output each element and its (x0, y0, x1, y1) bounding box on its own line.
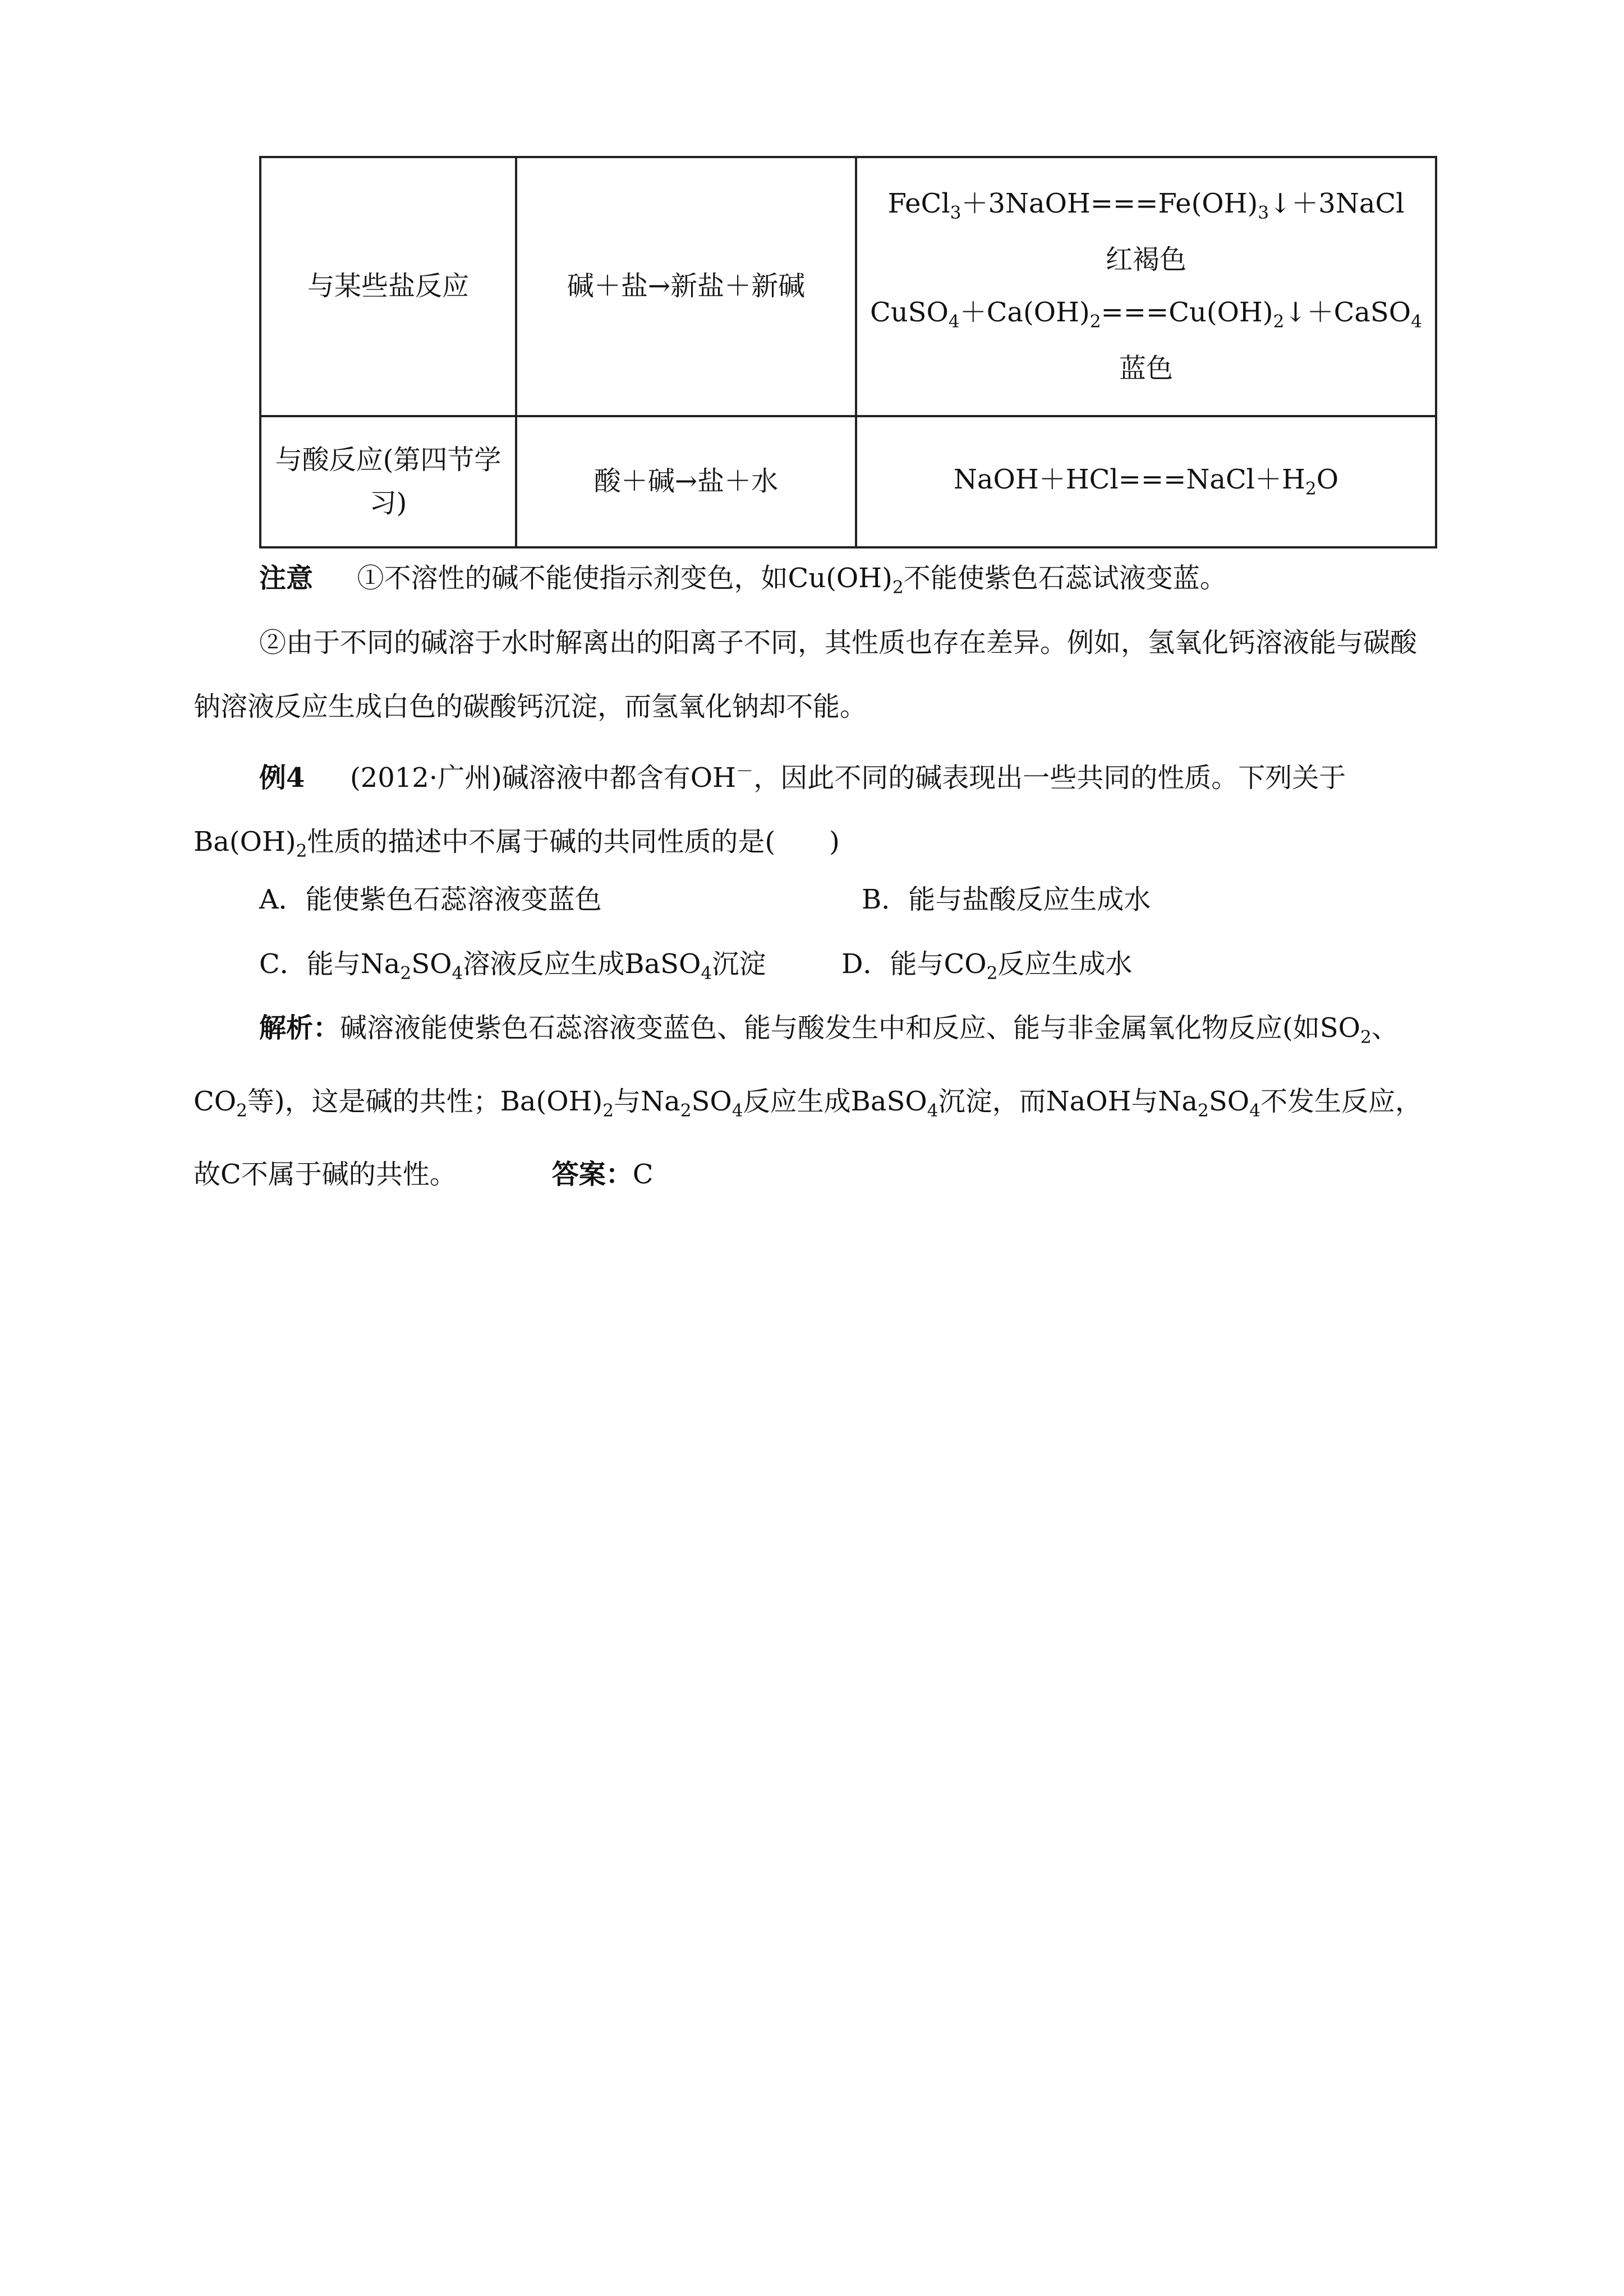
general-rule: 碱＋盐→新盐＋新碱 (567, 270, 806, 302)
analysis-text: 碱溶液能使紫色石蕊溶液变蓝色、能与酸发生中和反应、能与非金属氧化物反应(如$SO_2$、$CO_2$等)，这是碱的共性；$Ba(OH)_2$与$Na_2SO_4$反应生成BaSO$_4$沉淀，而NaOH与$Na_2SO_4$不发生反应，故C不属于碱的共性。 (194, 1012, 1422, 1191)
example-text: (2012·广州)碱溶液中都含有OH－，因此不同的碱表现出一些共同的性质。下列关于$Ba(OH)_2$性质的描述中不属于碱的共同性质的是( ) (194, 762, 1346, 861)
note-1 (194, 546, 1433, 620)
option-d: D．能与$CO_2$反应生成水 (841, 948, 1133, 984)
reaction-type: 与酸反应(第四节学习) (275, 444, 502, 519)
note-item-1: ①不溶性的碱不能使指示剂变色，如$Cu(OH)_2$不能使紫色石蕊试液变蓝。 (357, 563, 1227, 598)
table-cell (260, 157, 516, 416)
equation-3: $NaOH+HCl===NaCl+H_2O$ (953, 463, 1339, 499)
answer-label: 答案： (551, 1159, 633, 1191)
option-c: C．能与$Na_2SO_4$溶液反应生成BaSO$_4$沉淀 (259, 948, 766, 984)
table-cell (856, 157, 1436, 416)
precipitate-color-1: 红褐色 (1105, 244, 1186, 276)
table-cell (516, 157, 856, 416)
table-row (260, 157, 1436, 416)
precipitate-color-2: 蓝色 (1119, 353, 1173, 385)
note-label: 注意 (259, 563, 314, 594)
equation-1: $FeCl_3+3NaOH===Fe(OH)_3↓+3NaCl$ (887, 188, 1405, 223)
table-cell (856, 416, 1436, 547)
example-label: 例4 (259, 762, 305, 794)
table-row (260, 416, 1436, 547)
answer-value: C (632, 1159, 654, 1191)
note-2: ②由于不同的碱溶于水时解离出的阳离子不同，其性质也存在差异。例如，氢氧化钙溶液能与碳酸钠溶液反应生成白色的碳酸钙沉淀，而氢氧化钠却不能。 (194, 627, 1418, 722)
general-rule: 酸＋碱→盐＋水 (594, 465, 779, 497)
option-a: A．能使紫色石蕊溶液变蓝色 (259, 884, 602, 915)
table-cell (516, 416, 856, 547)
equation-2: $CuSO_4+Ca(OH)_2===Cu(OH)_2↓+CaSO_4$ (869, 297, 1423, 332)
analysis (194, 996, 1433, 1206)
reaction-type: 与某些盐反应 (307, 270, 469, 302)
analysis-label: 解析： (259, 1012, 341, 1044)
table-cell (260, 416, 516, 547)
properties-table (259, 156, 1437, 548)
option-b: B．能与盐酸反应生成水 (862, 884, 1151, 915)
example-stem (194, 740, 1433, 883)
